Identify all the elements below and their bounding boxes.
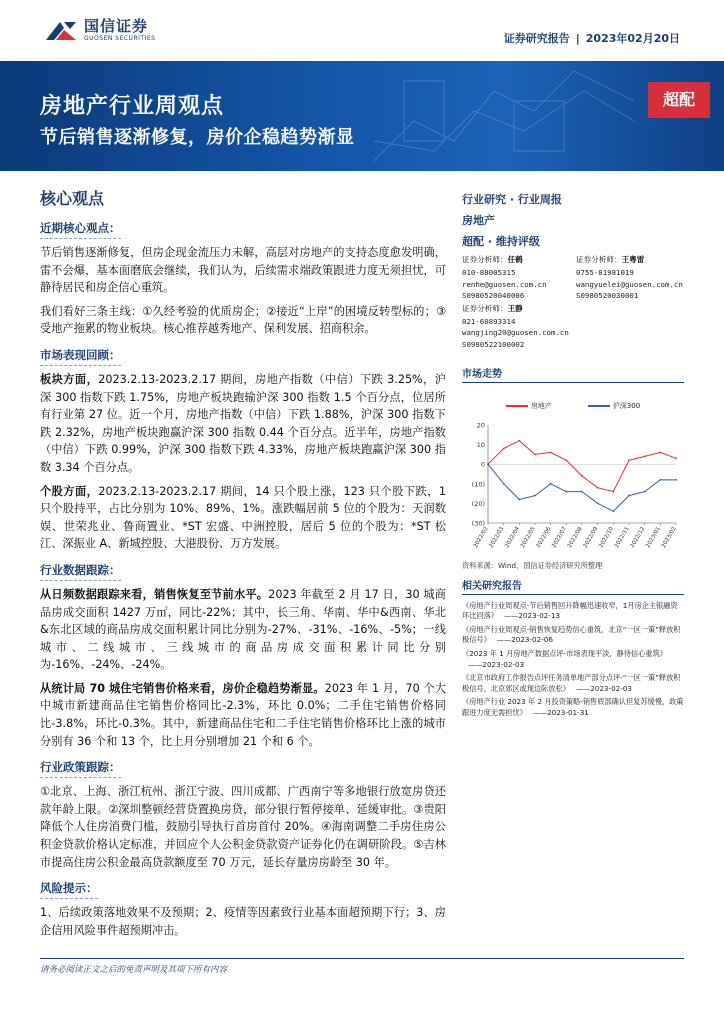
meta-separator: | — [575, 32, 580, 45]
sidebar-column — [462, 191, 684, 722]
related-report-item[interactable] — [462, 649, 684, 670]
related-reports-title: 相关研究报告 — [462, 577, 684, 595]
report-date-text: ——2023-02-06 — [496, 635, 553, 645]
related-report-item[interactable] — [462, 625, 684, 646]
analyst-email[interactable]: wangjing20@guosen.com.cn — [462, 328, 569, 338]
paragraph-text: 节后销售逐渐修复，但房企现金流压力未解，高层对房地产的支持态度愈发明确，雷不会爆，基本面磨底会继续，我们认为，后续需求端政策跟进力度无须担忧，可静待居民和房企信心重筑。 — [40, 246, 446, 295]
page-footer: 请务必阅读正文之后的免责声明及其项下所有内容 — [40, 958, 684, 975]
section-paragraph — [40, 483, 446, 553]
series-line-realestate — [488, 440, 676, 491]
data-point — [565, 490, 567, 492]
analyst-heading — [576, 254, 684, 265]
section-paragraph — [40, 904, 446, 939]
related-report-item[interactable] — [462, 697, 684, 718]
y-tick-label: (20) — [471, 499, 485, 508]
x-tick-label: 2022/02 — [472, 525, 490, 549]
legend-item — [588, 401, 640, 411]
section-paragraph — [40, 303, 446, 338]
data-point — [628, 459, 630, 461]
y-tick-label: (30) — [471, 519, 485, 528]
x-tick-label: 2022/07 — [551, 525, 569, 549]
legend-swatch — [506, 405, 528, 407]
paragraph-lead: 个股方面， — [40, 484, 99, 498]
data-point — [612, 490, 614, 492]
section-paragraph — [40, 586, 446, 674]
y-tick-label: (10) — [471, 479, 485, 488]
analyst-list — [462, 254, 684, 351]
data-point — [597, 502, 599, 504]
paragraph-text: 2023 年截至 2 月 17 日，30 城商品房成交面积 1427 万㎡，同比-22%；其中，长三角、华南、华中&西南、华北&东北区域的商品房成交面积累计同比分别为-27%、-31%、-16%、-5%；一线城市、二线城市、三线城市的商品房成交面积累计同比分别为-16%、-24%、-24%。 — [40, 587, 446, 672]
data-point — [550, 482, 552, 484]
chart-legend — [462, 401, 684, 411]
analyst-card — [462, 254, 570, 302]
paragraph-text: 1、后续政策落地效果不及预期；2、疫情等因素致行业基本面超预期下行；3、房企信用风险事件超预期冲击。 — [40, 906, 446, 937]
analyst-phone: 010-88005315 — [462, 268, 516, 277]
x-tick-label: 2022/05 — [519, 525, 537, 549]
x-tick-label: 2022/12 — [629, 525, 647, 549]
paragraph-lead: 板块方面， — [40, 372, 99, 386]
data-point — [518, 498, 520, 500]
data-point — [581, 490, 583, 492]
x-tick-label: 2023/01 — [645, 525, 663, 549]
section-label: 市场表现回顾： — [40, 347, 121, 366]
data-point — [503, 447, 505, 449]
analyst-phone: 0755-81981019 — [576, 268, 634, 277]
data-point — [628, 494, 630, 496]
core-sections — [40, 217, 446, 939]
section-label: 行业数据跟踪： — [40, 562, 121, 581]
report-date-text: ——2023-01-31 — [532, 707, 589, 717]
report-subtitle: 节后销售逐渐修复，房价企稳趋势渐显 — [40, 127, 355, 148]
rating-line: 超配 · 维持评级 — [462, 235, 540, 248]
data-point — [534, 494, 536, 496]
title-banner — [0, 61, 724, 171]
data-point — [565, 459, 567, 461]
market-trend-chart — [462, 419, 684, 557]
report-category: 行业研究 · 行业周报 — [462, 193, 562, 206]
x-tick-label: 2022/04 — [504, 525, 522, 549]
section-paragraph — [40, 371, 446, 477]
data-point — [659, 451, 661, 453]
related-report-item[interactable] — [462, 601, 684, 622]
analyst-column — [462, 254, 570, 351]
section-label: 近期核心观点： — [40, 220, 121, 239]
data-point — [612, 510, 614, 512]
data-point — [644, 490, 646, 492]
paragraph-lead: 从统计局 70 城住宅销售价格来看，房价企稳趋势渐显。 — [40, 681, 325, 695]
analyst-role: 证券分析师： — [462, 303, 508, 313]
y-tick-label: 10 — [476, 440, 485, 449]
report-title-text: 《房地产行业周观点-节后销售回升降幅迅速收窄，1月房企主银融资环比回落》 — [462, 600, 678, 621]
report-title: 房地产行业周观点 — [40, 94, 225, 119]
x-tick-label: 2022/11 — [613, 525, 631, 549]
data-point — [597, 486, 599, 488]
x-tick-label: 2022/10 — [598, 525, 616, 549]
data-point — [675, 457, 677, 459]
y-tick-label: 20 — [476, 421, 485, 430]
report-meta — [504, 30, 680, 46]
banner-decoration — [374, 61, 634, 171]
analyst-cert: S0980520030001 — [576, 291, 639, 301]
analyst-cert: S0980522100002 — [462, 339, 525, 349]
logo-name-en: GUOSEN SECURITIES — [84, 35, 156, 42]
x-tick-label: 2022/08 — [566, 525, 584, 549]
core-views-title: 核心观点 — [40, 189, 105, 208]
guosen-logo — [44, 18, 155, 43]
section-paragraph — [40, 244, 446, 297]
analyst-role: 证券分析师： — [576, 255, 622, 264]
x-tick-label: 2022/06 — [535, 525, 553, 549]
industry-name: 房地产 — [462, 214, 495, 227]
legend-swatch — [588, 405, 610, 407]
x-tick-label: 2023/02 — [660, 525, 678, 549]
guosen-logo-icon — [44, 20, 78, 42]
data-point — [487, 463, 489, 465]
analyst-column — [576, 254, 684, 351]
analyst-heading — [462, 303, 570, 314]
core-views-column — [40, 186, 446, 945]
data-point — [675, 479, 677, 481]
report-date-text: ——2023-02-13 — [503, 611, 561, 621]
related-report-item[interactable] — [462, 673, 684, 694]
analyst-phone: 021-60893314 — [462, 316, 516, 326]
report-type: 证券研究报告 — [503, 32, 570, 45]
chart-svg — [462, 419, 684, 557]
analyst-heading — [462, 254, 570, 265]
data-point — [534, 453, 536, 455]
rating-badge: 超配 — [648, 82, 710, 118]
legend-label: 房地产 — [530, 401, 552, 410]
data-point — [581, 475, 583, 477]
data-point — [550, 451, 552, 453]
chart-section-title: 市场走势 — [462, 365, 684, 383]
section-paragraph — [40, 783, 446, 871]
data-point — [518, 439, 520, 441]
related-reports-list — [462, 601, 684, 719]
report-title-text: 《房地产行业周观点-销售恢复趋势信心重筑，北京“一区一策”释放积极信号》 — [462, 624, 681, 645]
analyst-name: 王粤雷 — [621, 255, 645, 264]
analyst-card — [462, 303, 570, 351]
paragraph-lead: 从日频数据跟踪来看，销售恢复至节前水平。 — [40, 587, 269, 601]
analyst-card — [576, 254, 684, 302]
paragraph-text: 2023 年 1 月，70 个大中城市新建商品住宅销售价格同比-2.3%，环比 0.0%；二手住宅销售价格同比-3.8%，环比-0.3%。其中，新建商品住宅和二手住宅销售价格环比上涨的城市分别有 36 个和 13 个，比上月分别增加 21 个和 6 个。 — [40, 681, 446, 748]
series-line-csi300 — [488, 464, 676, 511]
section-label: 行业政策跟踪： — [40, 759, 121, 778]
paragraph-text: 我们看好三条主线：①久经考验的优质房企；②接近“上岸”的困境反转型标的；③受地产拖累的物业板块。核心推荐越秀地产、保利发展、招商积余。 — [40, 304, 446, 336]
analyst-cert: S0980520040006 — [462, 291, 525, 301]
report-date-text: ——2023-02-03 — [468, 659, 525, 669]
data-point — [644, 455, 646, 457]
x-tick-label: 2022/03 — [488, 525, 506, 549]
analyst-role: 证券分析师： — [462, 255, 508, 264]
legend-item — [506, 401, 552, 411]
y-tick-label: 0 — [480, 460, 485, 469]
analyst-name: 王静 — [507, 303, 523, 313]
analyst-email[interactable]: renhe@guosen.com.cn — [462, 279, 547, 289]
report-date-text: ——2023-02-03 — [575, 683, 632, 693]
logo-name-cn: 国信证券 — [84, 17, 149, 35]
paragraph-text: 2023.2.13-2023.2.17 期间，14 只个股上涨，123 只个股下跌，1 只个股持平，占比分别为 10%、89%、1%。涨跌幅居前 5 位的个股为：天润数娱、世荣兆业、鲁商置业、*ST 宏盛、中洲控股，居后 5 位的个股为：*ST 松江、深振业 A、新城控股、大港股份、万方发展。 — [40, 484, 446, 551]
page-header — [0, 0, 724, 60]
legend-label: 沪深300 — [612, 401, 641, 410]
section-label: 风险提示： — [40, 880, 98, 899]
section-paragraph — [40, 680, 446, 750]
analyst-name: 任鹤 — [507, 255, 523, 264]
data-point — [503, 482, 505, 484]
report-title-text: 《北京市政府工作报告点评任务清单地产部分点评-“一区一策”释放积极信号，北京郊区或现边际放松》 — [462, 673, 681, 693]
chart-source: 资料来源：Wind、国信证券经济研究所整理 — [462, 560, 603, 570]
report-date: 2023年02月20日 — [585, 32, 680, 45]
x-tick-label: 2022/09 — [582, 525, 600, 549]
analyst-email[interactable]: wangyuelei@guosen.com.cn — [576, 279, 683, 289]
report-title-text: 《房地产行业 2023 年 2 月投资策略-销售底部确认但复苏缓慢，政策跟进力度无需担忧》 — [462, 697, 684, 717]
paragraph-text: ①北京、上海、浙江杭州、浙江宁波、四川成都、广西南宁等多地银行放宽房贷还款年龄上限。②深圳整顿经营贷置换房贷，部分银行暂停接单、延缓审批。③贵阳降低个人住房消费门槛，鼓励引导执行首房首付 20%。④海南调整二手房住房公积金贷款价格认定标准，并回应个人公积金贷款资产证券化仍在调研阶段。⑤吉林市提高住房公积金最高贷款额度至 70 万元，延长存量房房龄至 30 年。 — [40, 785, 446, 869]
report-title-text: 《2023 年 1 月房地产数据点评-市场表现平淡，静待信心重筑》 — [462, 648, 667, 658]
data-point — [659, 479, 661, 481]
paragraph-text: 2023.2.13-2023.2.17 期间，房地产指数（中信）下跌 3.25%，沪深 300 指数下跌 1.75%，房地产板块跑输沪深 300 指数 1.5 个百分点，位居所有行业第 27 位。近一个月，房地产指数（中信）下跌 1.88%，沪深 300 指数下跌 2.32%，房地产板块跑赢沪深 300 指数 0.44 个百分点。近半年，房地产指数（中信）下跌 0.99%，沪深 300 指数下跌 4.33%，房地产板块跑赢沪深 300 指数 3.34 个百分点。 — [40, 372, 446, 474]
